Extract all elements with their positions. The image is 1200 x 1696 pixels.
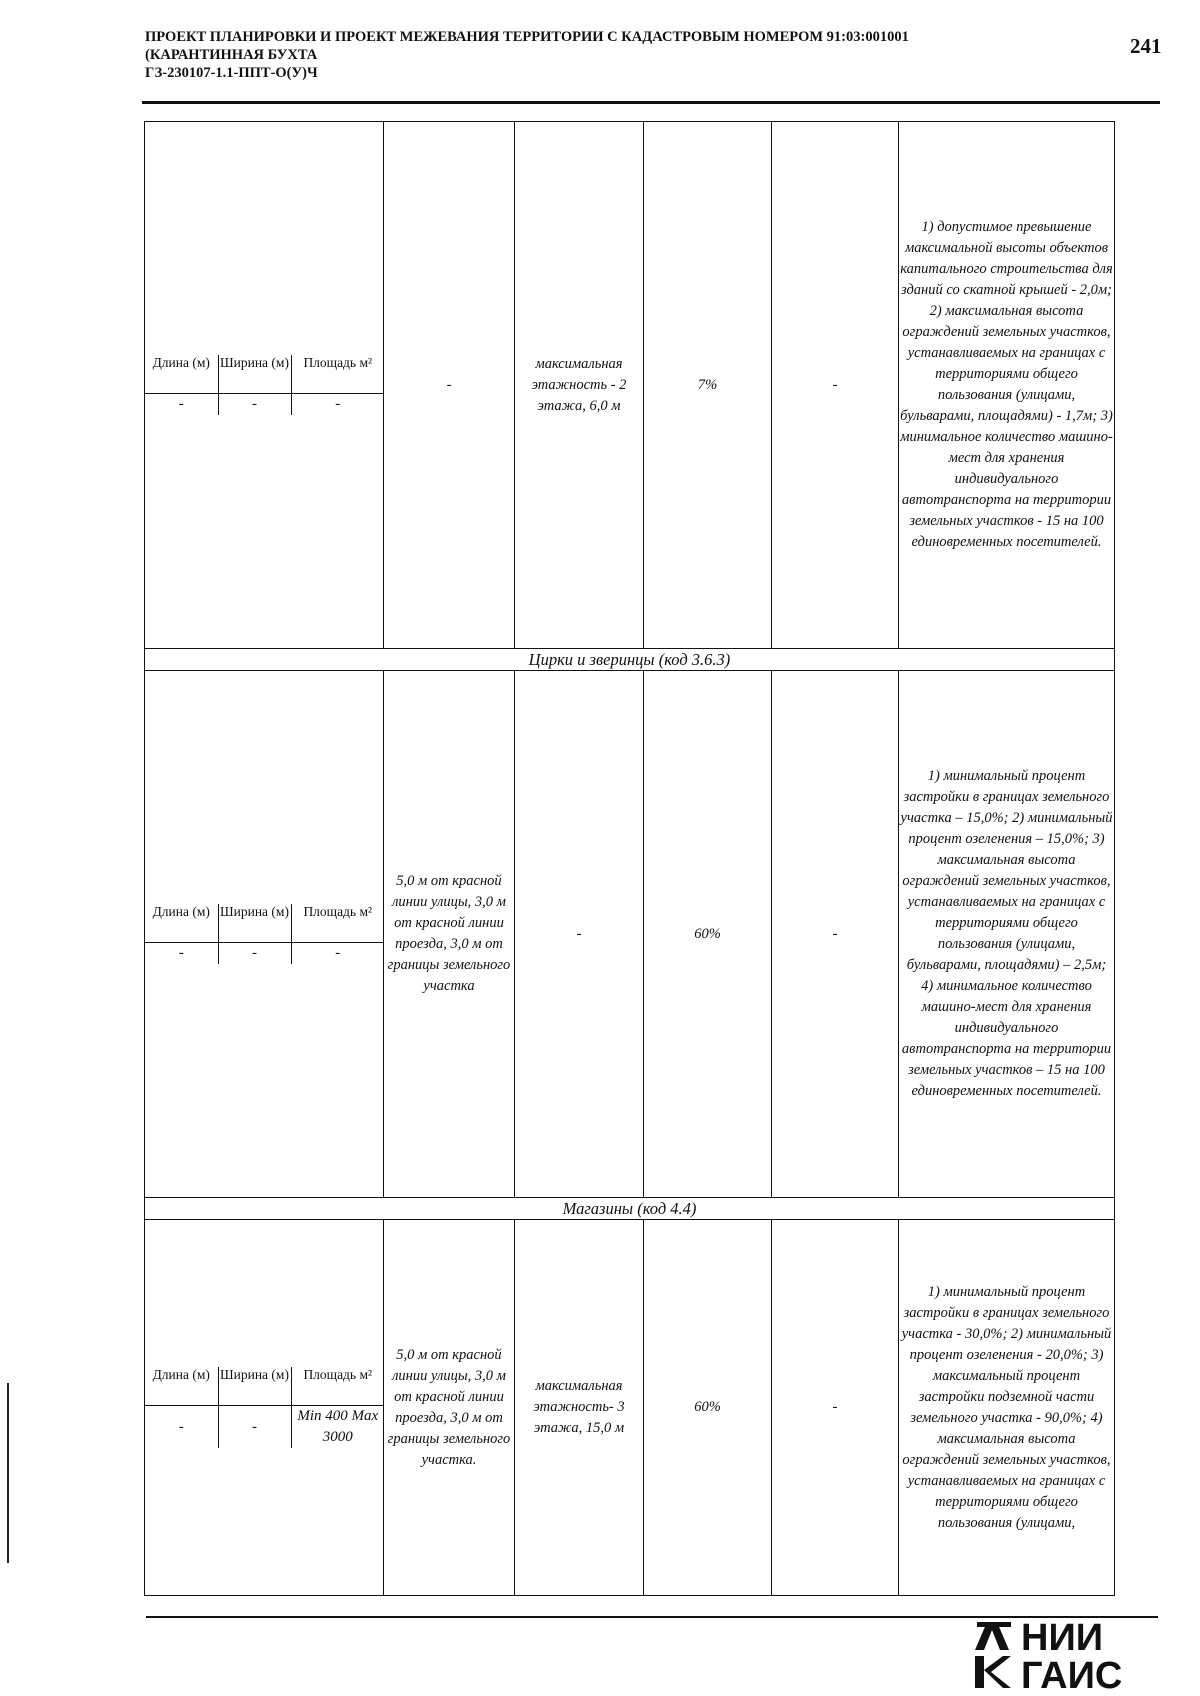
setback-cell: 5,0 м от красной линии улицы, 3,0 м от красной линии проезда, 3,0 м от границы земельного участка	[384, 671, 515, 1198]
category-title: Магазины (код 4.4)	[145, 1198, 1115, 1220]
floors-cell: -	[515, 671, 644, 1198]
length-header: Длина (м)	[145, 1367, 218, 1406]
floors-cell: максимальная этажность- 3 этажа, 15,0 м	[515, 1220, 644, 1596]
area-value: -	[291, 394, 384, 416]
setback-cell: 5,0 м от красной линии улицы, 3,0 м от красной линии проезда, 3,0 м от границы земельного участка.	[384, 1220, 515, 1596]
length-value: -	[145, 394, 218, 416]
area-header: Площадь м²	[291, 1367, 384, 1406]
category-row	[145, 649, 1115, 671]
extra-cell: -	[772, 671, 899, 1198]
dimensions-cell	[145, 671, 384, 1198]
area-value: -	[291, 943, 384, 965]
width-value: -	[218, 943, 291, 965]
notes-cell: 1) минимальный процент застройки в границах земельного участка – 15,0%; 2) минимальный процент озеленения – 15,0%; 3) максимальная высота ограждений земельных участков, устанавливаемых на границах с территориями общего пользования (улицами, бульварами, площадями) – 2,5м; 4) минимальное количество машино-мест для хранения индивидуального автотранспорта на территории земельных участков – 15 на 100 единовременных посетителей.	[899, 671, 1115, 1198]
notes-cell: 1) минимальный процент застройки в границах земельного участка - 30,0%; 2) минимальный процент озеленения - 20,0%; 3) максимальный процент застройки подземной части земельного участка - 90,0%; 4) максимальная высота ограждений земельных участков, устанавливаемых на границах с территориями общего пользования (улицами,	[899, 1220, 1115, 1596]
table-row	[145, 671, 1115, 1198]
nii-gais-logo	[973, 1612, 1163, 1696]
extra-cell: -	[772, 122, 899, 649]
header-line-3: ГЗ-230107-1.1-ППТ-О(У)Ч	[145, 65, 318, 81]
area-header: Площадь м²	[291, 904, 384, 943]
area-value: Min 400 Max 3000	[291, 1406, 384, 1449]
coverage-cell: 60%	[644, 671, 772, 1198]
logo-text-gais: ГАИС	[1021, 1655, 1123, 1696]
regulations-table	[144, 121, 1115, 1596]
width-header: Ширина (м)	[218, 1367, 291, 1406]
width-value: -	[218, 394, 291, 416]
category-row	[145, 1198, 1115, 1220]
area-header: Площадь м²	[291, 355, 384, 394]
setback-cell: -	[384, 122, 515, 649]
dimensions-subtable	[145, 904, 384, 964]
coverage-cell: 7%	[644, 122, 772, 649]
dimensions-subtable	[145, 1367, 384, 1448]
table-row	[145, 1220, 1115, 1596]
width-header: Ширина (м)	[218, 904, 291, 943]
dimensions-cell	[145, 1220, 384, 1596]
page-number: 241	[1130, 34, 1162, 58]
margin-scan-mark	[7, 1383, 9, 1563]
table-row	[145, 122, 1115, 649]
coverage-cell: 60%	[644, 1220, 772, 1596]
logo-text-nii: НИИ	[1021, 1617, 1104, 1659]
length-value: -	[145, 943, 218, 965]
category-title: Цирки и зверинцы (код 3.6.3)	[145, 649, 1115, 671]
header-line-1: ПРОЕКТ ПЛАНИРОВКИ И ПРОЕКТ МЕЖЕВАНИЯ ТЕРРИТОРИИ С КАДАСТРОВЫМ НОМЕРОМ 91:03:001001	[145, 29, 909, 45]
width-value: -	[218, 1406, 291, 1449]
length-header: Длина (м)	[145, 355, 218, 394]
logo-emblem-icon	[975, 1622, 1011, 1688]
length-header: Длина (м)	[145, 904, 218, 943]
length-value: -	[145, 1406, 218, 1449]
floors-cell: максимальная этажность - 2 этажа, 6,0 м	[515, 122, 644, 649]
dimensions-subtable	[145, 355, 384, 415]
header-line-2: (КАРАНТИННАЯ БУХТА	[145, 47, 318, 63]
document-header	[145, 28, 1075, 82]
header-rule	[142, 101, 1160, 104]
width-header: Ширина (м)	[218, 355, 291, 394]
extra-cell: -	[772, 1220, 899, 1596]
notes-cell: 1) допустимое превышение максимальной высоты объектов капитального строительства для зданий со скатной крышей - 2,0м; 2) максимальная высота ограждений земельных участков, устанавливаемых на границах с территориями общего пользования (улицами, бульварами, площадями) - 1,7м; 3) минимальное количество машино-мест для хранения индивидуального автотранспорта на территории земельных участков - 15 на 100 единовременных посетителей.	[899, 122, 1115, 649]
dimensions-cell	[145, 122, 384, 649]
